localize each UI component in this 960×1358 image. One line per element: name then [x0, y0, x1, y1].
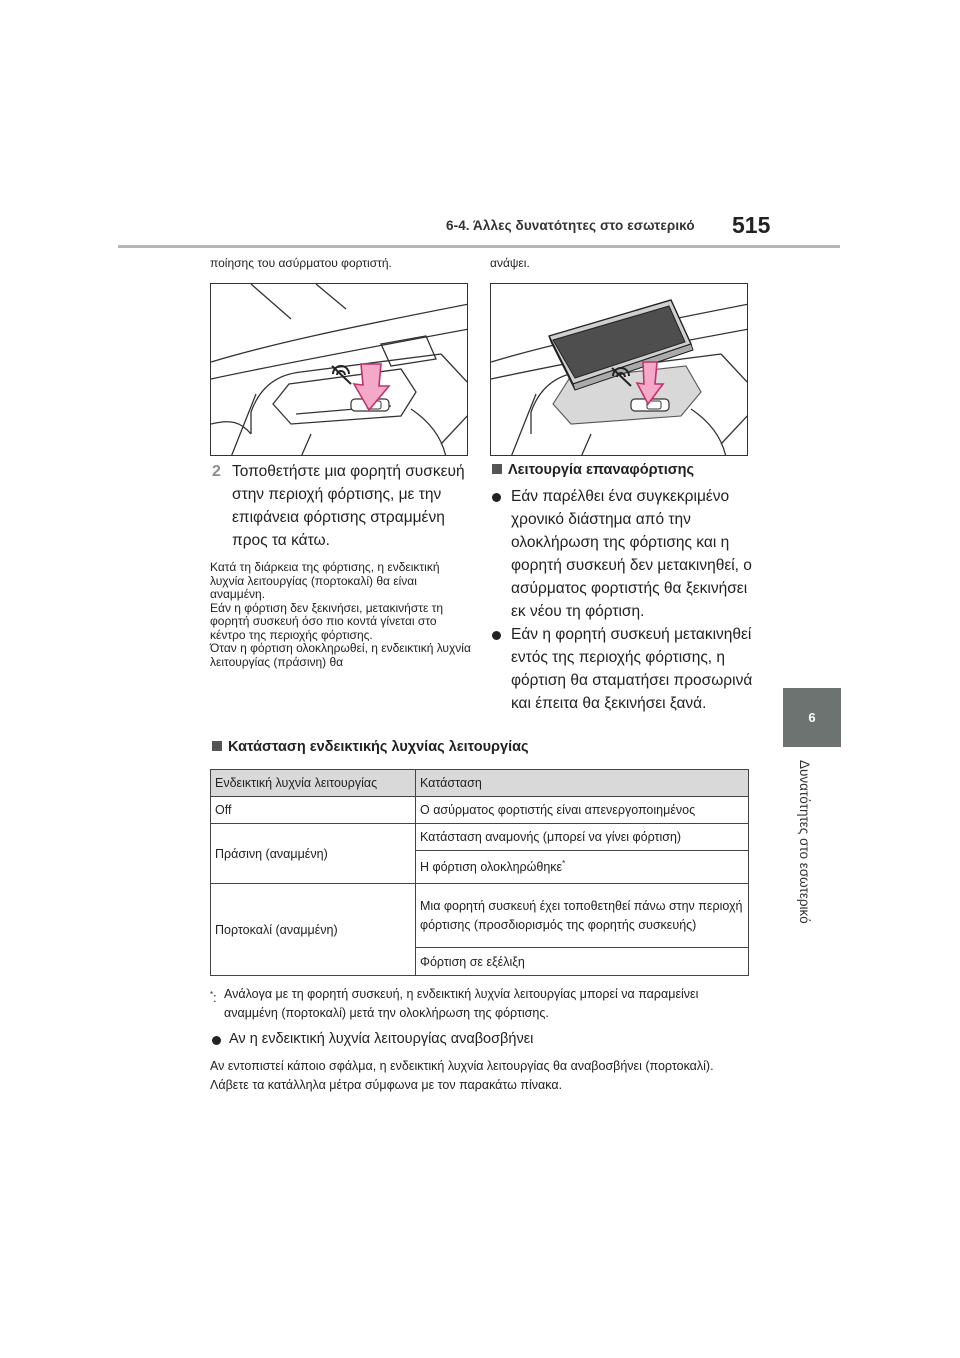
- footnote-marker: *:: [210, 990, 217, 1006]
- recharge-bullet-2: [492, 623, 754, 715]
- chapter-tab[interactable]: [783, 688, 841, 747]
- recharge-heading: [492, 462, 694, 478]
- table-cell-state: Ο ασύρματος φορτιστής είναι απενεργοποιημένος: [416, 797, 749, 824]
- footnote-text: Ανάλογα με τη φορητή συσκευή, η ενδεικτική λυχνία λειτουργίας μπορεί να παραμείνει αναμμένη (πορτοκαλί) μετά την ολοκλήρωση της φόρτισης.: [224, 987, 699, 1020]
- table-cell-state: Κατάσταση αναμονής (μπορεί να γίνει φόρτιση): [416, 824, 749, 851]
- completed-text: Η φόρτιση ολοκληρώθηκε: [420, 860, 563, 875]
- step-number: 2: [212, 463, 221, 480]
- page-number: 515: [732, 212, 771, 238]
- blink-paragraph: Αν εντοπιστεί κάποιο σφάλμα, η ενδεικτική λυχνία λειτουργίας θα αναβοσβήνει (πορτοκαλί). Λάβετε τα κατάλληλα μέτρα σύμφωνα με τον παρακάτω πίνακα.: [210, 1059, 714, 1092]
- table-header-indicator: Ενδεικτική λυχνία λειτουργίας: [211, 770, 416, 797]
- charging-pad-drawing: [211, 284, 468, 456]
- table-cell-state: Φόρτιση σε εξέλιξη: [416, 948, 749, 976]
- note-2: Εάν η φόρτιση δεν ξεκινήσει, μετακινήστε τη φορητή συσκευή όσο πιο κοντά γίνεται στο κέντρο της περιοχής φόρτισης.: [210, 600, 444, 642]
- table-row: [211, 824, 749, 851]
- status-heading: [212, 739, 529, 755]
- step-text: Τοποθετήστε μια φορητή συσκευή στην περιοχή φόρτισης, με την επιφάνεια φόρτισης στραμμένη προς τα κάτω.: [232, 463, 465, 549]
- bullet-dot-icon: [492, 493, 501, 502]
- table-cell-indicator: Πορτοκαλί (αναμμένη): [211, 884, 416, 976]
- table-header-state: Κατάσταση: [416, 770, 749, 797]
- header-divider: [118, 245, 840, 248]
- phone-on-pad-illustration: [490, 283, 748, 456]
- footnote-mark: *: [562, 859, 566, 869]
- chapter-title: Δυνατότητες στο εσωτερικό: [797, 760, 812, 924]
- left-continuation-text: ποίησης του ασύρματου φορτιστή.: [210, 256, 392, 270]
- table-cell-state: [416, 851, 749, 884]
- right-continuation-text: ανάψει.: [490, 256, 530, 270]
- table-cell-indicator: Πράσινη (αναμμένη): [211, 824, 416, 884]
- table-header-row: [211, 770, 749, 797]
- charging-pad-illustration: [210, 283, 468, 456]
- bullet-dot-icon: [212, 1036, 221, 1045]
- recharge-bullet-1-text: Εάν παρέλθει ένα συγκεκριμένο χρονικό διάστημα από την ολοκλήρωση της φόρτισης και η φορητή συσκευή δεν μετακινηθεί, ο ασύρματος φορτιστής θα ξεκινήσει εκ νέου τη φόρτιση.: [511, 488, 752, 620]
- table-row: [211, 797, 749, 824]
- bullet-dot-icon: [492, 631, 501, 640]
- step-2: [212, 460, 472, 552]
- recharge-heading-text: Λειτουργία επαναφόρτισης: [508, 462, 695, 478]
- table-cell-state: Μια φορητή συσκευή έχει τοποθετηθεί πάνω στην περιοχή φόρτισης (προσδιορισμός της φορητής συσκευής): [416, 884, 749, 948]
- table-cell-indicator: Off: [211, 797, 416, 824]
- recharge-bullet-2-text: Εάν η φορητή συσκευή μετακινηθεί εντός της περιοχής φόρτισης, η φόρτιση θα σταματήσει προσωρινά και έπειτα θα ξεκινήσει ξανά.: [511, 626, 753, 712]
- section-title: 6-4. Άλλες δυνατότητες στο εσωτερικό: [446, 218, 695, 233]
- footnote: [210, 985, 750, 1023]
- square-bullet-icon: [212, 741, 222, 751]
- charging-notes: [210, 561, 472, 669]
- recharge-bullet-1: [492, 485, 754, 623]
- blink-heading: [212, 1031, 533, 1047]
- table-row: [211, 884, 749, 948]
- blink-heading-text: Αν η ενδεικτική λυχνία λειτουργίας αναβοσβήνει: [229, 1031, 534, 1047]
- note-3: Όταν η φόρτιση ολοκληρωθεί, η ενδεικτική λυχνία λειτουργίας (πράσινη) θα: [210, 641, 471, 669]
- chapter-number: 6: [808, 710, 816, 725]
- phone-on-pad-drawing: [491, 284, 748, 456]
- indicator-status-table: [210, 769, 749, 976]
- note-1: Κατά τη διάρκεια της φόρτισης, η ενδεικτική λυχνία λειτουργίας (πορτοκαλί) θα είναι αναμμένη.: [210, 560, 440, 601]
- status-heading-text: Κατάσταση ενδεικτικής λυχνίας λειτουργίας: [228, 739, 529, 755]
- wireless-charging-icon: [332, 366, 351, 384]
- square-bullet-icon: [492, 464, 502, 474]
